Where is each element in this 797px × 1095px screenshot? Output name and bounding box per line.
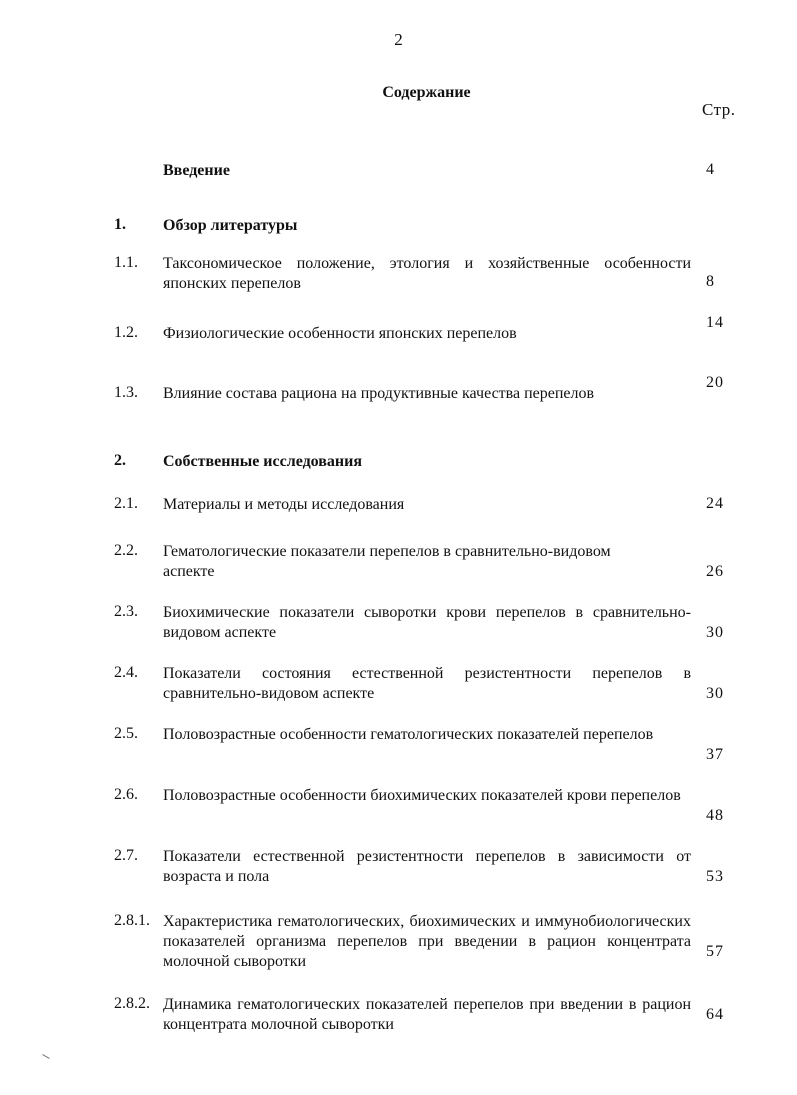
toc-entry-2-1-text: Материалы и методы исследования	[163, 496, 405, 513]
toc-entry-2-8-2-page: 64	[706, 1006, 724, 1023]
toc-entry-1-2-page: 14	[706, 314, 724, 331]
toc-entry-1-num: 1.	[114, 216, 126, 233]
toc-entry-2-7-num: 2.7.	[114, 847, 138, 864]
toc-entry-2-text: Собственные исследования	[163, 453, 363, 470]
toc-entry-1-3-text: Влияние состава рациона на продуктивные качества перепелов	[163, 385, 595, 402]
toc-entry-1-2-text: Физиологические особенности японских перепелов	[163, 325, 517, 342]
toc-entry-1-1-num: 1.1.	[114, 254, 138, 271]
toc-entry-2-5-num: 2.5.	[114, 725, 138, 742]
toc-entry-2-6-num: 2.6.	[114, 786, 138, 803]
toc-entry-2-4-text: Показатели состояния естественной резистентности перепелов в сравнительно-видовом аспекте	[163, 665, 691, 702]
toc-entry-2-1-page: 24	[706, 495, 724, 512]
toc-entry-2-num: 2.	[114, 452, 126, 469]
toc-entry-2-8-1-text: Характеристика гематологических, биохимических и иммунобиологических показателей организма перепелов при введении в рацион концентрата молочной сыворотки	[163, 913, 691, 970]
page-column-label: Стр.	[702, 100, 736, 119]
toc-entry-2-2-page: 26	[706, 563, 724, 580]
page-number: 2	[394, 30, 403, 49]
toc-entry-2-7-text: Показатели естественной резистентности перепелов в зависимости от возраста и пола	[163, 848, 691, 885]
toc-entry-1-2-num: 1.2.	[114, 324, 138, 341]
toc-entry-2-6-page: 48	[706, 807, 724, 824]
toc-entry-2-3-num: 2.3.	[114, 603, 138, 620]
toc-entry-1-3-page: 20	[706, 374, 724, 391]
scan-mark	[42, 1054, 49, 1059]
toc-entry-intro-text: Введение	[163, 162, 230, 179]
toc-entry-2-5-page: 37	[706, 746, 724, 763]
toc-entry-2-5-text: Половозрастные особенности гематологических показателей перепелов	[163, 726, 654, 743]
toc-entry-2-8-2-text: Динамика гематологических показателей перепелов при введении в рацион концентрата молочной сыворотки	[163, 996, 691, 1033]
toc-entry-2-8-1-num: 2.8.1.	[114, 912, 150, 929]
toc-entry-2-8-1-page: 57	[706, 943, 724, 960]
toc-entry-2-3-page: 30	[706, 624, 724, 641]
toc-entry-2-2-text: Гематологические показатели перепелов в сравнительно-видовом аспекте	[163, 543, 611, 580]
toc-entry-2-4-page: 30	[706, 685, 724, 702]
toc-entry-1-1-text: Таксономическое положение, этология и хозяйственные особенности японских перепелов	[163, 255, 691, 292]
toc-entry-intro-page: 4	[706, 161, 715, 178]
toc-entry-2-4-num: 2.4.	[114, 664, 138, 681]
toc-entry-1-1-page: 8	[706, 273, 715, 290]
toc-entry-2-2-num: 2.2.	[114, 542, 138, 559]
toc-entry-2-3-text: Биохимические показатели сыворотки крови перепелов в сравнительно-видовом аспекте	[163, 604, 691, 641]
toc-entry-2-1-num: 2.1.	[114, 495, 138, 512]
toc-entry-1-3-num: 1.3.	[114, 384, 138, 401]
toc-entry-2-8-2-num: 2.8.2.	[114, 995, 150, 1012]
page-title: Содержание	[382, 84, 471, 101]
toc-entry-2-6-text: Половозрастные особенности биохимических показателей крови перепелов	[163, 787, 681, 804]
toc-entry-1-text: Обзор литературы	[163, 217, 298, 234]
toc-entry-2-7-page: 53	[706, 868, 724, 885]
